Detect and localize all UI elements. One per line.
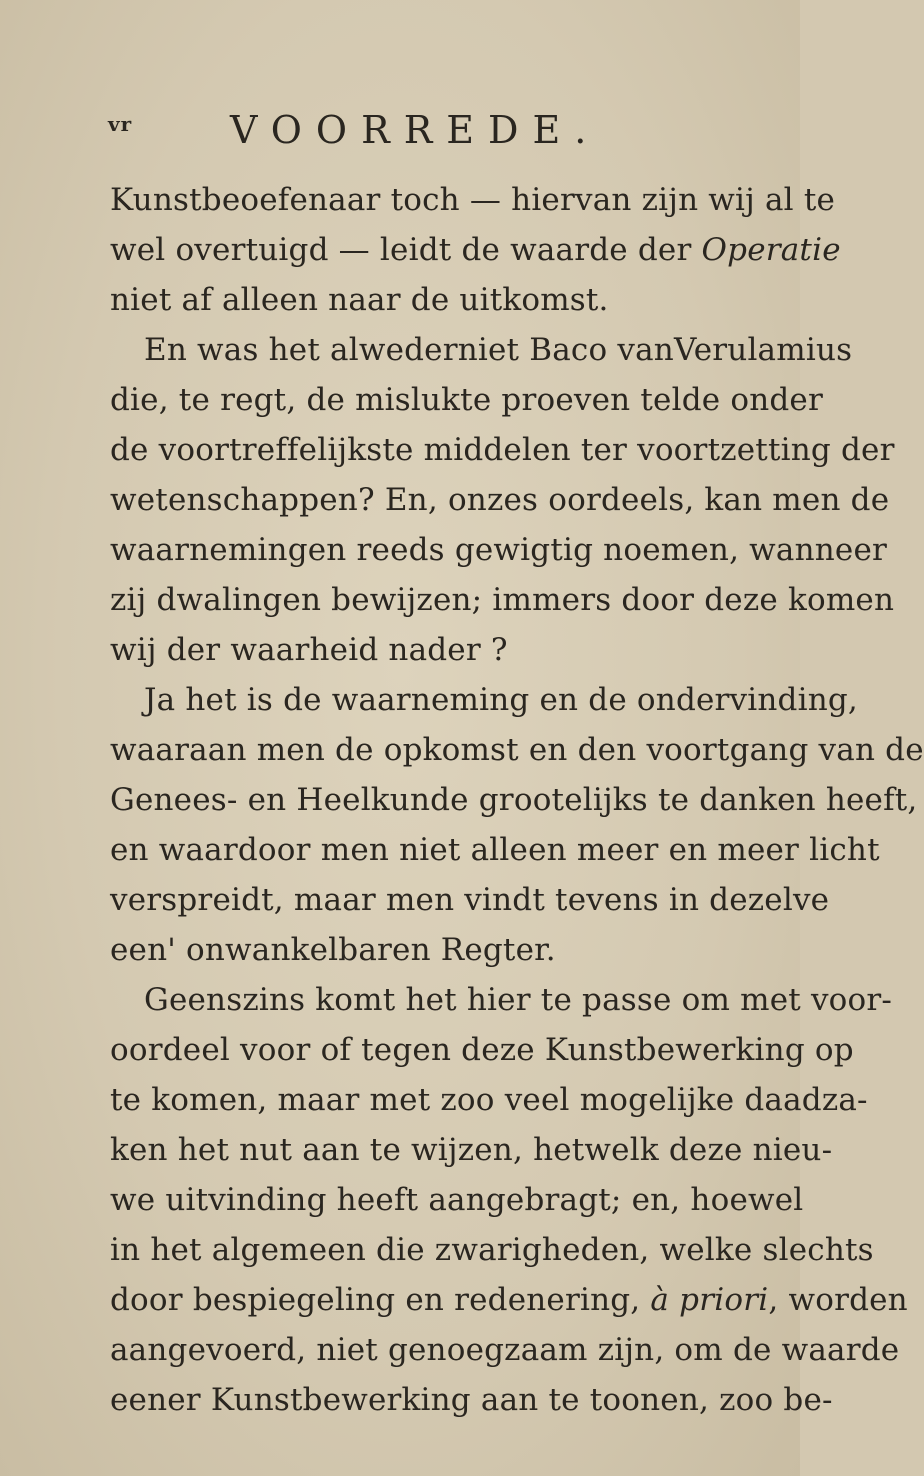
text-line: En was het alwederniet Baco vanVerulamius <box>144 332 853 368</box>
text-line: niet af alleen naar de uitkomst. <box>110 282 609 318</box>
text-line: te komen, maar met zoo veel mogelijke daadza- <box>110 1082 868 1118</box>
text-line: zij dwalingen bewijzen; immers door deze komen <box>110 582 895 618</box>
text-line: Geenszins komt het hier te passe om met voor- <box>144 982 893 1018</box>
text-line: door bespiegeling en redenering, à priori, worden <box>110 1282 908 1318</box>
text-line: verspreidt, maar men vindt tevens in dezelve <box>110 882 830 918</box>
text-line: de voortreffelijkste middelen ter voortzetting der <box>110 432 895 468</box>
page-number: vr <box>108 112 133 136</box>
text-line: en waardoor men niet alleen meer en meer licht <box>110 832 880 868</box>
text-line: waaraan men de opkomst en den voortgang van de <box>110 732 924 768</box>
text-line: we uitvinding heeft aangebragt; en, hoewel <box>110 1182 804 1218</box>
text-line: een' onwankelbaren Regter. <box>110 932 556 968</box>
text-line: Kunstbeoefenaar toch — hiervan zijn wij al te <box>110 182 836 218</box>
text-line: waarnemingen reeds gewigtig noemen, wanneer <box>110 532 888 568</box>
text-line: in het algemeen die zwarigheden, welke slechts <box>110 1232 874 1268</box>
text-line: Genees- en Heelkunde grootelijks te danken heeft, <box>110 782 918 818</box>
text-line: Ja het is de waarneming en de ondervinding, <box>144 682 858 718</box>
page-header <box>0 108 800 158</box>
running-head: VOORREDE. <box>230 108 601 152</box>
text-line: wij der waarheid nader ? <box>110 632 508 668</box>
text-line: wetenschappen? En, onzes oordeels, kan men de <box>110 482 890 518</box>
text-line: wel overtuigd — leidt de waarde der Operatie <box>110 232 841 268</box>
text-line: oordeel voor of tegen deze Kunstbewerking op <box>110 1032 854 1068</box>
text-line: ken het nut aan te wijzen, hetwelk deze nieu- <box>110 1132 833 1168</box>
text-line: eener Kunstbewerking aan te toonen, zoo be- <box>110 1382 833 1418</box>
text-line: aangevoerd, niet genoegzaam zijn, om de waarde <box>110 1332 900 1368</box>
text-line: die, te regt, de mislukte proeven telde onder <box>110 382 823 418</box>
